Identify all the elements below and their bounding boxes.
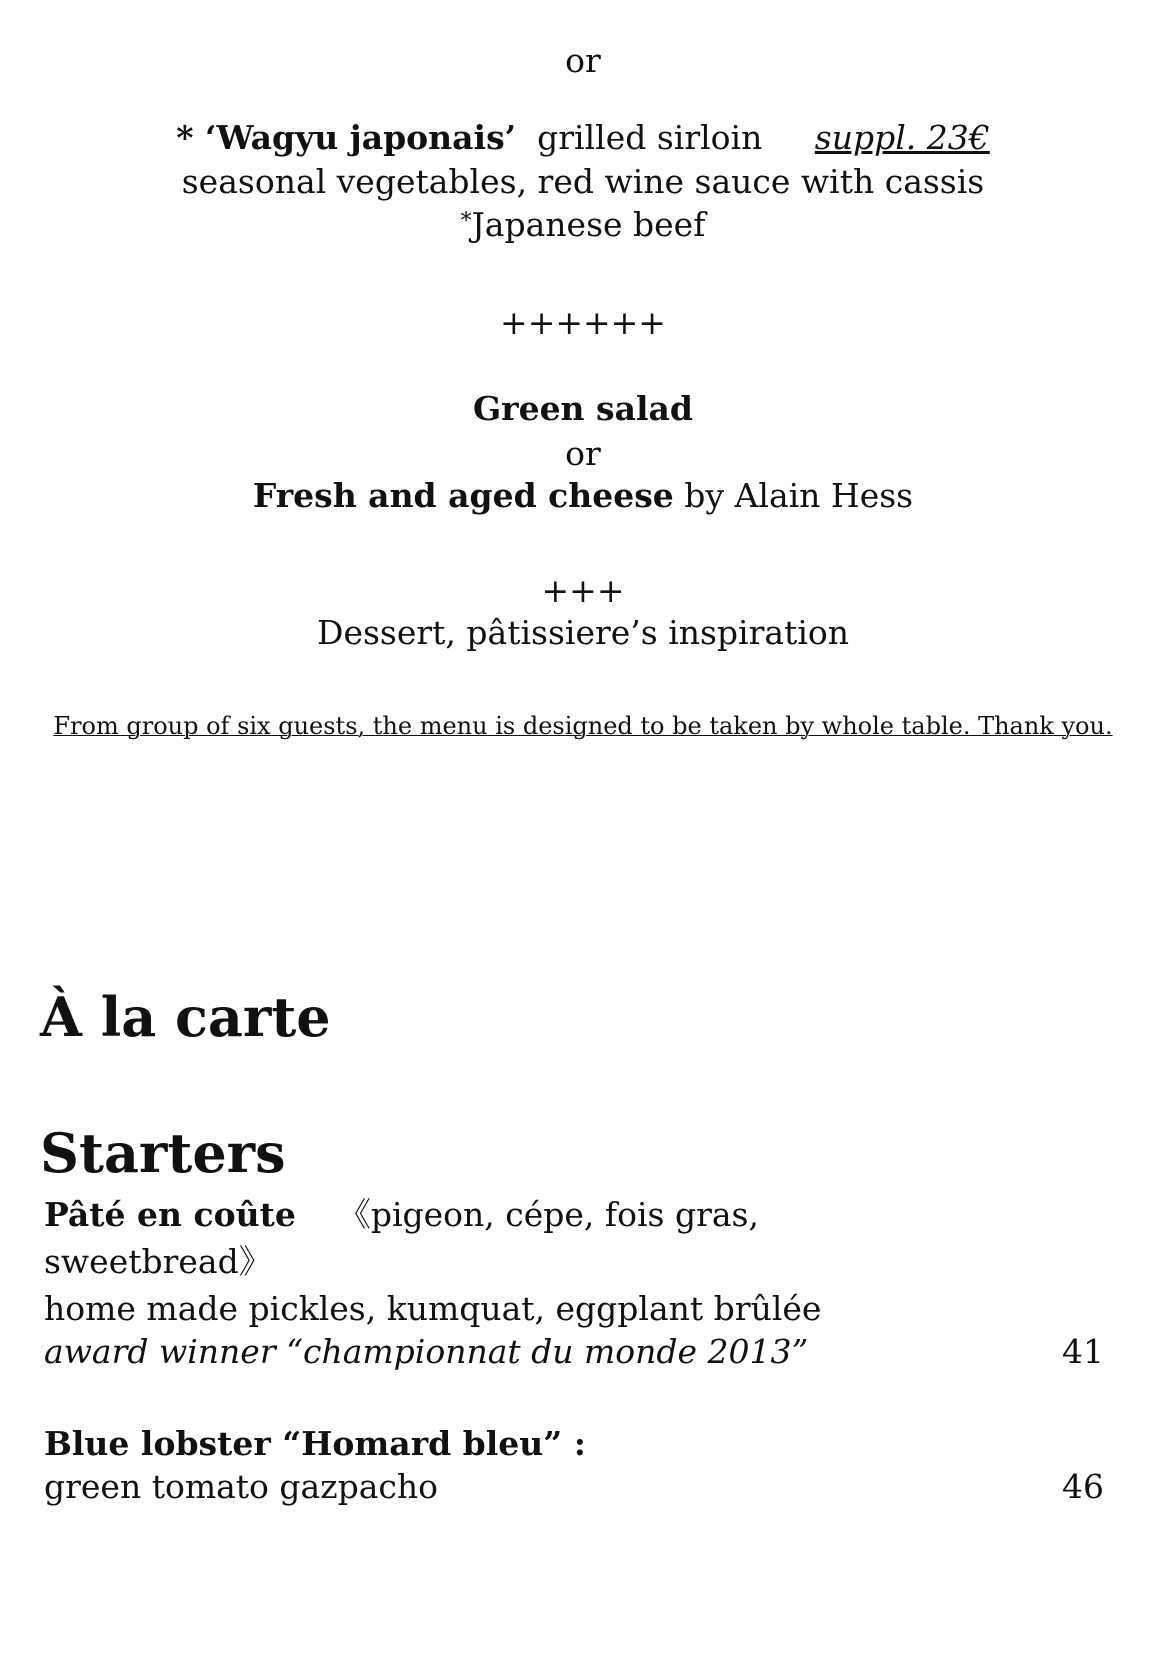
starters-heading: Starters (40, 1121, 286, 1185)
menu-item-lobster: Blue lobster “Homard bleu” : (44, 1424, 586, 1463)
item-description: 《pigeon, cépe, fois gras, (337, 1195, 759, 1234)
footnote-star: * (460, 209, 472, 234)
cheese-line (0, 476, 1166, 515)
cheese-name: Fresh and aged cheese (252, 476, 674, 515)
or-divider: or (565, 41, 601, 80)
wagyu-description: seasonal vegetables, red wine sauce with cassis (181, 162, 985, 201)
course-separator: ++++++ (500, 303, 666, 342)
wagyu-line (0, 118, 1166, 157)
wagyu-footnote (0, 205, 1166, 244)
item-description: home made pickles, kumquat, eggplant brûlée (44, 1289, 822, 1328)
or-divider: or (565, 434, 601, 473)
item-award: award winner “championnat du monde 2013” (44, 1332, 809, 1371)
dessert-line: Dessert, pâtissiere’s inspiration (317, 613, 849, 652)
item-price: 41 (1062, 1332, 1104, 1371)
item-name: Pâté en coûte (44, 1195, 296, 1234)
menu-item-pate (44, 1195, 759, 1234)
footnote-text: Japanese beef (471, 205, 706, 244)
wagyu-name: * ‘Wagyu japonais’ (176, 118, 517, 157)
a-la-carte-heading: À la carte (40, 985, 331, 1049)
wagyu-supplement: suppl. 23€ (814, 118, 990, 157)
group-note: From group of six guests, the menu is designed to be taken by whole table. Thank you. (53, 712, 1113, 740)
item-description: green tomato gazpacho (44, 1467, 439, 1506)
item-price: 46 (1062, 1467, 1104, 1506)
green-salad-title: Green salad (473, 389, 693, 428)
wagyu-desc: grilled sirloin (537, 118, 763, 157)
dessert-separator: +++ (541, 571, 625, 610)
item-description: sweetbread》 (44, 1242, 272, 1281)
cheese-maker: by Alain Hess (684, 476, 914, 515)
